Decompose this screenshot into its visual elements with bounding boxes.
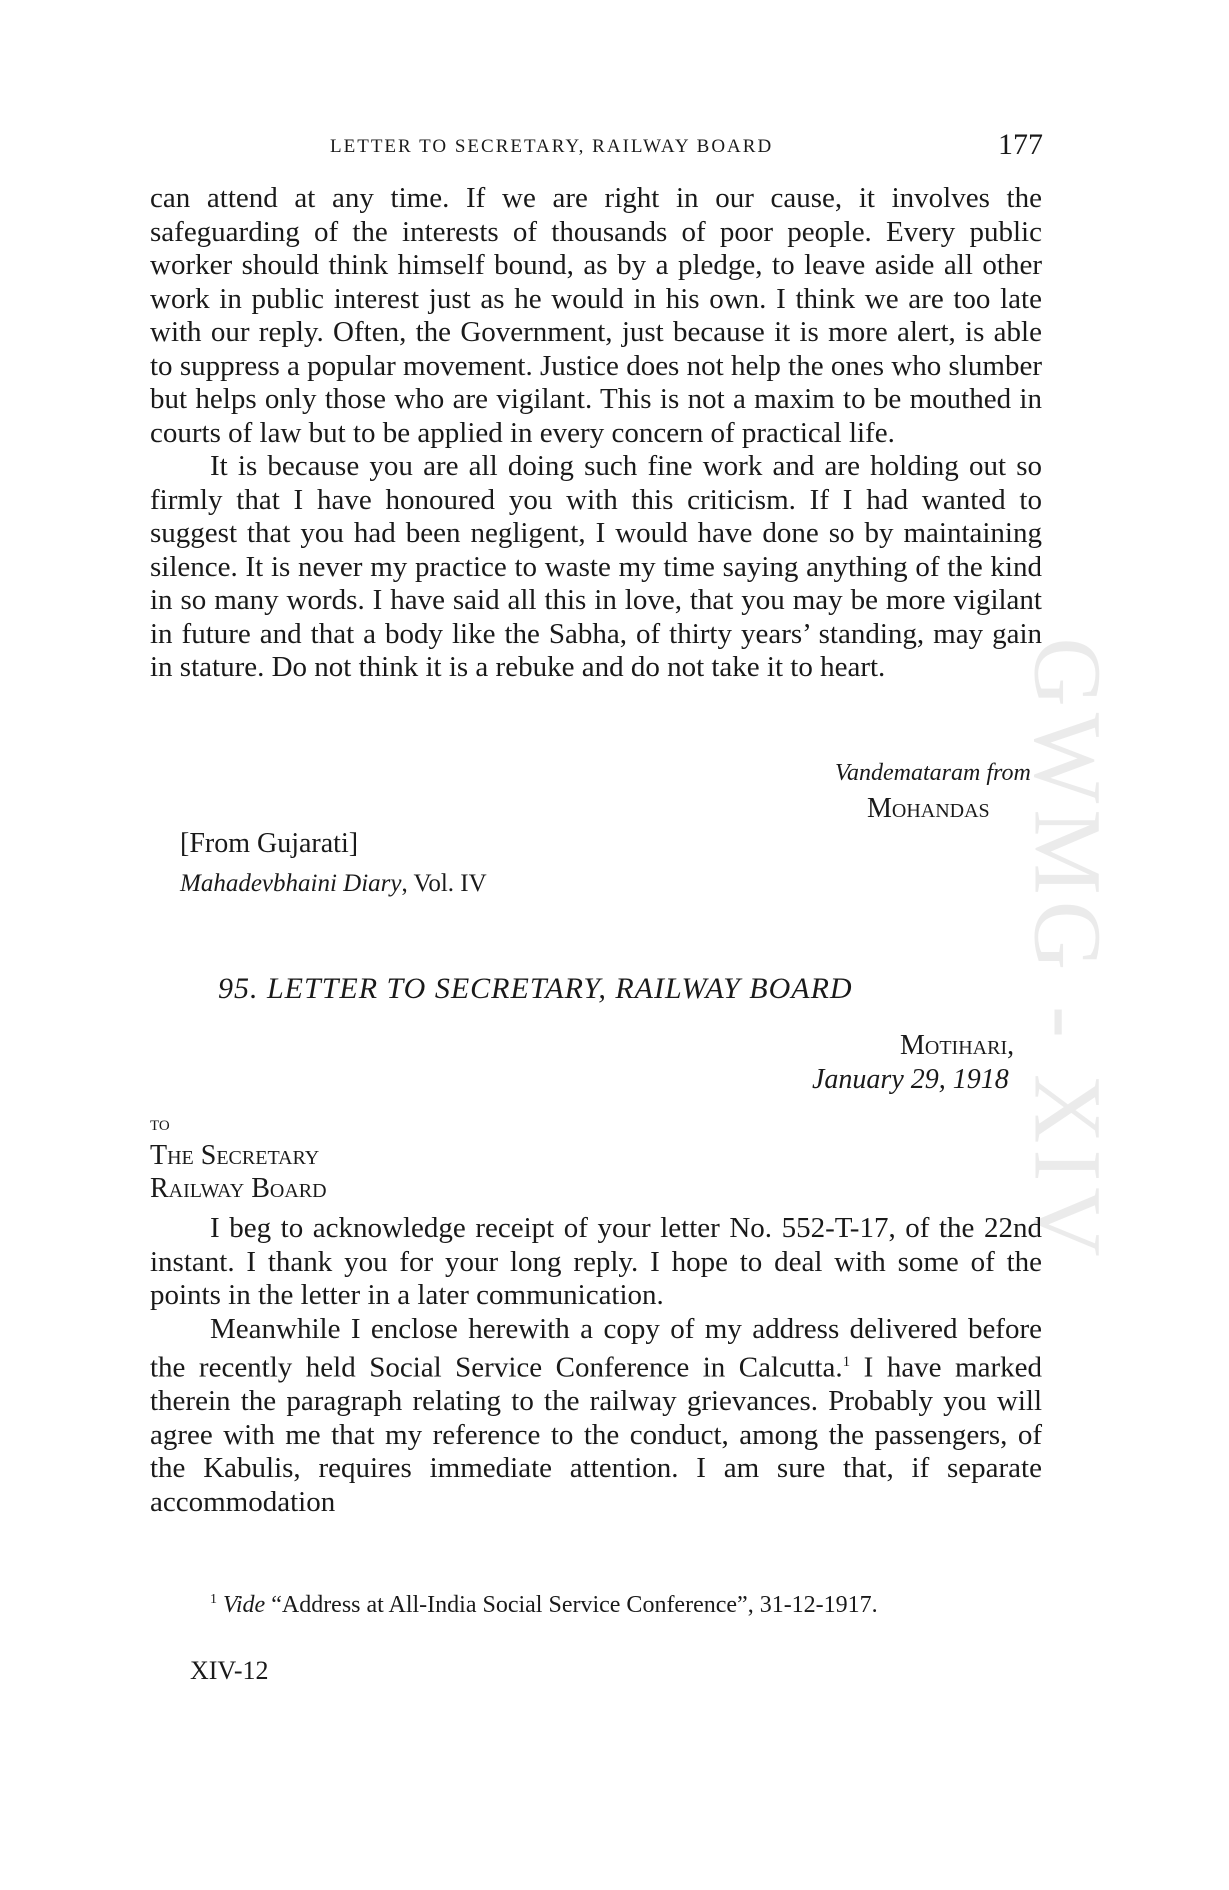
letter-1-body bbox=[150, 182, 1042, 685]
paragraph: It is because you are all doing such fine work and are holding out so firmly that I have honoured you with this criticism. If I had wanted to suggest that you had been negligent, I would have done so by maintaining silence. It is never my practice to waste my time saying anything of the kind in so many words. I have said all this in love, that you may be more vigilant in future and that a body like the Sabha, of thirty years’ standing, may gain in stature. Do not think it is a rebuke and do not take it to heart. bbox=[150, 450, 1042, 683]
footnote-vide: Vide bbox=[223, 1592, 266, 1618]
date: January 29, 1918 bbox=[812, 1064, 1009, 1095]
footnote-ref: 1 bbox=[842, 1354, 851, 1370]
source-volume: , Vol. IV bbox=[401, 870, 487, 897]
paragraph-text: I have marked therein the paragraph relating to the railway grievances. Probably you will agree with me that my reference to the conduct, among the passengers, of the Kabulis, requires immediate attention. I am sure that, if separate accommodation bbox=[150, 1351, 1043, 1518]
signature: Mohandas bbox=[867, 793, 990, 824]
footnote bbox=[210, 1592, 878, 1619]
source-citation bbox=[180, 870, 487, 898]
source-title: Mahadevbhaini Diary bbox=[180, 870, 402, 897]
footnote-marker: 1 bbox=[210, 1592, 217, 1607]
paragraph: I beg to acknowledge receipt of your letter No. 552-T-17, of the 22nd instant. I thank you for your long reply. I hope to deal with some of the points in the letter in a later communication. bbox=[150, 1212, 1042, 1311]
place: Motihari, bbox=[900, 1030, 1015, 1061]
paragraph bbox=[150, 1313, 1042, 1520]
paragraph: can attend at any time. If we are right in our cause, it involves the safeguarding of the interests of thousands of poor people. Every public worker should think himself bound, as by a pledge, to leave aside all other work in public interest just as he would in his own. I think we are too late with our reply. Often, the Government, just because it is more alert, is able to suppress a popular movement. Justice does not help the ones who slumber but helps only those who are vigilant. This is not a maxim to be mouthed in courts of law but to be applied in every concern of practical life. bbox=[150, 182, 1042, 449]
running-head: LETTER TO SECRETARY, RAILWAY BOARD bbox=[330, 136, 774, 157]
watermark: GWMG - XIV bbox=[1014, 637, 1122, 1263]
letter-2-body bbox=[150, 1212, 1042, 1519]
address-line: The Secretary bbox=[150, 1140, 320, 1171]
address bbox=[150, 1106, 327, 1205]
address-line: Railway Board bbox=[150, 1173, 327, 1204]
volume-mark: XIV-12 bbox=[190, 1656, 269, 1685]
closing: Vandemataram from bbox=[835, 760, 1031, 786]
paragraph-text: Meanwhile I enclose herewith a copy of my address delivered before the recently held Social Service Conference in Calcutta. bbox=[150, 1312, 1042, 1384]
address-line: to bbox=[150, 1110, 170, 1135]
page-number: 177 bbox=[998, 128, 1043, 161]
source-language: [From Gujarati] bbox=[180, 828, 359, 859]
footnote-text: “Address at All-India Social Service Conference”, 31-12-1917. bbox=[265, 1592, 878, 1618]
letter-heading: 95. LETTER TO SECRETARY, RAILWAY BOARD bbox=[218, 972, 853, 1005]
